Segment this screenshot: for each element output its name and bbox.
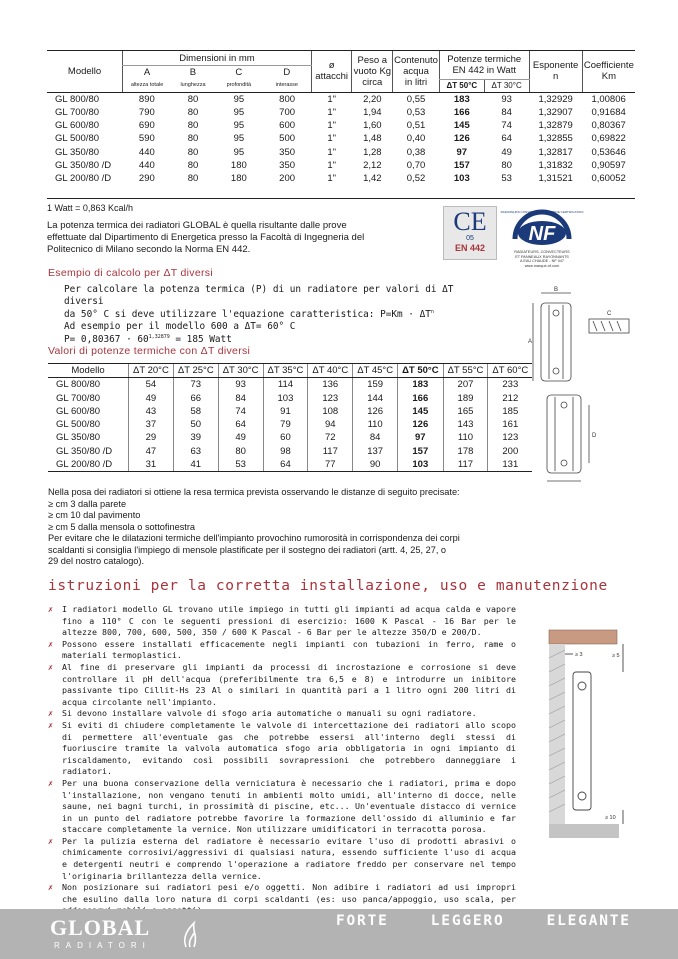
specs-cell: 440 [138, 159, 155, 171]
specs-cell: 600 [279, 120, 296, 132]
specs-cell: 500 [279, 133, 296, 145]
specs-cell: 700 [279, 106, 296, 118]
valori-cell: 53 [218, 458, 263, 472]
valori-cell: 74 [218, 405, 263, 418]
valori-cell: 58 [173, 405, 218, 418]
specs-cell: 1,32855 [538, 133, 573, 145]
col-c-sub: profondità [215, 79, 263, 92]
istruzioni-title: istruzioni per la corretta installazione, uso e manutenzione [48, 578, 608, 594]
specs-cell: 95 [233, 120, 245, 132]
col-dimensioni: Dimensioni in mm [123, 51, 312, 66]
specs-cell: 0,91684 [591, 106, 626, 118]
nf-caption-4: www.marque-nf.com [524, 263, 560, 268]
ce-badge [443, 206, 497, 260]
specs-cell: 80 [187, 159, 199, 171]
specs-cell: 1,31521 [538, 173, 573, 185]
specs-cell: 690 [138, 120, 155, 132]
specs-cell: 890 [138, 93, 155, 105]
istruzioni-item [48, 708, 516, 720]
specs-cell: 0,70 [406, 159, 426, 171]
valori-cell: 66 [173, 392, 218, 405]
specs-cell: 64 [501, 133, 512, 145]
valori-header: ΔT 20°C [129, 364, 174, 378]
posa-line-1: Nella posa dei radiatori si ottiene la resa termica prevista osservando le distanze di seguito precisate: [48, 487, 460, 497]
valori-cell: 79 [263, 418, 308, 431]
valori-cell: GL 200/80 /D [48, 458, 129, 472]
valori-cell: GL 700/80 [56, 392, 101, 404]
col-potenze: Potenze termiche EN 442 in Watt [439, 51, 529, 80]
nf-caption-2: ET PANNEAUX RAYONNANTS [515, 254, 569, 259]
valori-cell: GL 600/80 [56, 405, 101, 417]
specs-cell: 145 [453, 120, 470, 132]
bullet-x-icon: ✗ [48, 719, 53, 730]
valori-header: ΔT 60°C [488, 364, 532, 378]
valori-cell: 185 [488, 405, 532, 418]
valori-cell: 145 [398, 405, 444, 418]
specs-cell: 180 [230, 173, 247, 185]
valori-cell: 126 [398, 418, 444, 431]
specs-cell: 93 [501, 93, 512, 105]
col-esponente: Esponente n [529, 51, 582, 93]
valori-cell: 91 [263, 405, 308, 418]
valori-title: Valori di potenze termiche con ΔT diversi [48, 345, 251, 357]
specs-cell: GL 350/80 [55, 146, 100, 158]
flame-icon [180, 919, 202, 949]
ce-number: 05 [466, 235, 474, 242]
valori-cell: 77 [308, 458, 353, 472]
esempio-line-1: Per calcolare la potenza termica (P) di un radiatore per valori di ΔT diversi [64, 284, 454, 307]
specs-cell: GL 350/80 /D [55, 159, 112, 171]
valori-cell: 114 [263, 378, 308, 392]
valori-cell: 97 [398, 431, 444, 444]
specs-row [47, 146, 635, 159]
specs-cell: 53 [501, 173, 512, 185]
valori-cell: 143 [443, 418, 488, 431]
specs-cell: 1,42 [363, 173, 382, 185]
valori-cell: 137 [353, 445, 398, 458]
valori-cell: 131 [488, 458, 532, 472]
valori-cell: 110 [443, 431, 488, 444]
col-dt50: ΔT 50°C [439, 79, 484, 92]
valori-cell: 43 [129, 405, 174, 418]
specs-cell: 1,94 [363, 106, 382, 118]
valori-cell: 166 [398, 392, 444, 405]
valori-cell: 47 [129, 445, 174, 458]
posa-line-7: 29 del nostro catalogo). [48, 556, 145, 566]
bullet-x-icon: ✗ [48, 777, 53, 788]
valori-cell: 117 [308, 445, 353, 458]
specs-cell: GL 600/80 [55, 120, 100, 132]
valori-header: ΔT 25°C [173, 364, 218, 378]
valori-row [48, 445, 532, 458]
valori-cell: 98 [263, 445, 308, 458]
specs-cell: 1,32929 [538, 93, 573, 105]
specs-cell: 1" [327, 106, 336, 118]
valori-cell: GL 350/80 [56, 432, 101, 444]
col-dt30: ΔT 30°C [484, 79, 529, 92]
istruzioni-item [48, 639, 516, 662]
specs-cell: 2,12 [363, 159, 382, 171]
specs-cell: 790 [138, 106, 155, 118]
istruzioni-text: Si devono installare valvole di sfogo aria automatiche o manuali su ogni radiatore. [62, 708, 477, 719]
specs-cell: 95 [233, 133, 245, 145]
valori-row [48, 431, 532, 444]
dim-b-label: B [554, 287, 559, 293]
wall-gap-label: ≥ 3 [575, 652, 583, 658]
specs-cell: 350 [279, 159, 296, 171]
valori-row [48, 458, 532, 472]
specs-cell: 0,38 [406, 146, 426, 158]
posa-line-6: scaldanti si consiglia l'impiego di mensole plastificate per il sostegno dei radiatori (artt. 4, 25, 27, o [48, 544, 447, 555]
valori-cell: GL 500/80 [56, 419, 101, 431]
specs-cell: 1,32879 [538, 120, 573, 132]
specs-row [47, 106, 635, 119]
specs-cell: 80 [187, 173, 199, 185]
valori-cell: 126 [353, 405, 398, 418]
specs-row [47, 119, 635, 132]
valori-cell: 233 [488, 378, 532, 392]
bullet-x-icon: ✗ [48, 708, 53, 719]
valori-cell: 183 [398, 378, 444, 392]
specs-cell: 166 [453, 106, 470, 118]
specs-cell: 95 [233, 93, 245, 105]
specs-cell: 1" [327, 173, 336, 185]
valori-header: ΔT 55°C [443, 364, 488, 378]
nf-caption-1: RADIATEURS, CONVECTEURS [514, 250, 570, 254]
footer-logo: GLOBAL [50, 915, 151, 940]
specs-cell: 0,52 [406, 173, 426, 185]
specs-cell: 200 [279, 173, 296, 185]
col-a: A [123, 66, 171, 80]
specs-cell: GL 200/80 /D [55, 173, 112, 185]
valori-row [48, 392, 532, 405]
valori-cell: 108 [308, 405, 353, 418]
posa-line-5: Per evitare che le dilatazioni termiche dell'impianto provochino rumorosità in corrispondenza dei corpi [48, 533, 460, 543]
specs-cell: 1,28 [363, 146, 382, 158]
specs-cell: 350 [279, 146, 296, 158]
valori-cell: 165 [443, 405, 488, 418]
nf-logo-icon [500, 203, 584, 245]
specs-cell: 49 [501, 146, 512, 158]
footer-logo-sub: RADIATORI [54, 941, 151, 950]
valori-cell: 136 [308, 378, 353, 392]
valori-row [48, 405, 532, 418]
specs-cell: 0,80367 [591, 120, 626, 132]
esempio-block [64, 284, 464, 346]
istruzioni-text: Si eviti di chiudere completamente le valvole di intercettazione dei radiatori allo scopo di permettere all'eventuale gas che potrebbe essersi all'interno degli stessi di fuoriuscire tramite la valvola automatica sfogo aria obbligatoria in ogni impianto di riscaldamento, evitando così possibili sovrapressioni che potrebbero danneggiare i radiatori. [62, 719, 516, 777]
specs-cell: 183 [453, 93, 470, 105]
specs-cell: 1,32907 [538, 106, 573, 118]
col-modello: Modello [47, 51, 123, 93]
col-attacchi: ø attacchi [311, 51, 352, 93]
istruzioni-item [48, 720, 516, 778]
nf-ring-text: RADIATEURS CONVECTEURS - CERTIFIE CERTIFICATION [500, 210, 584, 214]
esempio-line-4: $P= 0,80367 \cdot 60^{1,32879} = 185$ Watt [64, 334, 232, 346]
specs-cell: 95 [233, 106, 245, 118]
global-paragraph: La potenza termica dei radiatori GLOBAL è quella risultante dalle prove effettuate dal Dipartimento di Energetica presso la Facoltà di Ingegneria del Politecnico di Milano secondo la Norma EN 442. [47, 220, 365, 255]
valori-cell: 94 [308, 418, 353, 431]
col-peso: Peso a vuoto Kg circa [352, 51, 393, 93]
valori-cell: 72 [308, 431, 353, 444]
dim-a-label: A [528, 339, 533, 345]
specs-cell: GL 500/80 [55, 133, 100, 145]
specs-cell: 80 [187, 120, 199, 132]
specs-row [47, 172, 635, 185]
specs-cell: 1" [327, 159, 336, 171]
specs-cell: 1,48 [363, 133, 382, 145]
valori-row [48, 418, 532, 431]
specs-cell: 84 [501, 106, 512, 118]
valori-cell: 200 [488, 445, 532, 458]
floor-gap-label: ≥ 10 [605, 815, 616, 821]
valori-cell: 84 [218, 392, 263, 405]
valori-cell: 90 [353, 458, 398, 472]
valori-cell: 103 [398, 458, 444, 472]
specs-cell: 74 [501, 120, 512, 132]
col-b: B [189, 67, 197, 78]
istruzioni-item [48, 662, 516, 708]
specs-cell: 80 [187, 106, 199, 118]
col-contenuto: Contenuto acqua in litri [393, 51, 440, 93]
ce-standard: EN 442 [454, 243, 486, 253]
valori-row [48, 378, 532, 392]
shelf-gap-label: ≥ 5 [612, 653, 620, 659]
specs-cell: 1" [327, 93, 336, 105]
specs-cell: 0,53 [406, 106, 426, 118]
specs-cell: 0,90597 [591, 159, 626, 171]
col-d-sub: interasse [263, 79, 311, 92]
specs-row [47, 92, 635, 106]
istruzioni-text: Per la pulizia esterna del radiatore è necessario evitare l'uso di prodotti abrasivi o chimicamente corrosivi/aggressivi di qualsiasi natura, essendo sufficiente l'uso di acqua e detergenti neutri e comprendo l'operazione a radiatore freddo per conservare nel tempo l'originaria brillantezza della vernice. [62, 835, 516, 881]
specs-cell: 1" [327, 146, 336, 158]
valori-cell: 103 [263, 392, 308, 405]
nf-badge [500, 203, 584, 268]
footer-tagline: FORTE LEGGERO ELEGANTE [336, 913, 631, 929]
istruzioni-item [48, 836, 516, 882]
valori-cell: 157 [398, 445, 444, 458]
dim-d-label: D [592, 433, 597, 439]
specs-cell: 103 [453, 173, 470, 185]
posa-block [48, 487, 528, 568]
valori-cell: 93 [218, 378, 263, 392]
valori-cell: 80 [218, 445, 263, 458]
col-b-sub: lunghezza [171, 79, 215, 92]
valori-cell: 189 [443, 392, 488, 405]
bullet-x-icon: ✗ [48, 882, 53, 893]
valori-cell: 54 [129, 378, 174, 392]
posa-line-4: ≥ cm 5 dalla mensola o sottofinestra [48, 521, 196, 532]
valori-cell: 110 [353, 418, 398, 431]
valori-cell: 117 [443, 458, 488, 472]
valori-cell: 39 [173, 431, 218, 444]
valori-cell: 60 [263, 431, 308, 444]
specs-cell: 2,20 [363, 93, 382, 105]
ce-mark: CE [453, 207, 487, 236]
col-a-sub: altezza totale [123, 79, 171, 92]
valori-cell: 123 [488, 431, 532, 444]
valori-cell: GL 350/80 /D [56, 445, 113, 457]
specs-cell: 800 [279, 93, 296, 105]
specs-cell: 80 [187, 133, 199, 145]
specs-cell: 80 [187, 146, 199, 158]
valori-cell: 64 [218, 418, 263, 431]
col-coefficiente: Coefficiente Km [582, 51, 635, 93]
posa-line-3: ≥ cm 10 dal pavimento [48, 510, 141, 520]
specs-cell: 590 [138, 133, 155, 145]
specs-cell: 1,32817 [538, 146, 573, 158]
istruzioni-item [48, 604, 516, 639]
specs-cell: 0,55 [406, 93, 426, 105]
specs-table [47, 50, 635, 186]
valori-header: Modello [48, 364, 129, 378]
bullet-x-icon: ✗ [48, 604, 53, 614]
valori-cell: 49 [218, 431, 263, 444]
valori-header: ΔT 30°C [218, 364, 263, 378]
specs-cell: 180 [230, 159, 247, 171]
specs-cell: 1,60 [363, 120, 382, 132]
esempio-line-3: Ad esempio per il modello 600 a ΔT= 60° C [64, 320, 296, 332]
specs-cell: 157 [453, 159, 470, 171]
valori-cell: 49 [129, 392, 174, 405]
footer-bar [0, 909, 678, 959]
specs-cell: 97 [456, 146, 468, 158]
istruzioni-text: Al fine di preservare gli impianti da processi di incrostazione e corrosione si deve controllare il pH dell'acqua (preferibilmente tra 6,5 e 8) e introdurre un inibitore passivante tipo Cillit-Hs 23 Al o similari in quantità pari a 1 litro ogni 200 litri di acqua circolante nell'impianto. [62, 661, 516, 707]
valori-cell: 50 [173, 418, 218, 431]
valori-header: ΔT 45°C [353, 364, 398, 378]
valori-cell: 31 [129, 458, 174, 472]
bullet-x-icon: ✗ [48, 661, 53, 672]
valori-cell: 123 [308, 392, 353, 405]
valori-cell: 73 [173, 378, 218, 392]
specs-cell: 1" [327, 133, 336, 145]
specs-cell: 0,40 [406, 133, 426, 145]
posa-line-2: ≥ cm 3 dalla parete [48, 498, 127, 509]
specs-cell: 0,69822 [591, 133, 626, 145]
specs-row [47, 132, 635, 145]
bullet-x-icon: ✗ [48, 835, 53, 846]
valori-cell: 37 [129, 418, 174, 431]
specs-cell: 80 [187, 93, 199, 105]
valori-header: ΔT 40°C [308, 364, 353, 378]
specs-cell: 1,00806 [591, 93, 626, 105]
valori-cell: 159 [353, 378, 398, 392]
valori-cell: GL 800/80 [56, 379, 101, 391]
istruzioni-text: Possono essere installati efficacemente negli impianti con tubazioni in ferro, rame o materiali termoplastici. [62, 638, 516, 661]
specs-cell: 95 [233, 146, 245, 158]
valori-header: ΔT 35°C [263, 364, 308, 378]
valori-cell: 212 [488, 392, 532, 405]
installation-distances-diagram [547, 628, 632, 840]
specs-cell: 1" [327, 120, 336, 132]
col-c: C [235, 67, 243, 78]
valori-table [48, 363, 532, 472]
valori-cell: 161 [488, 418, 532, 431]
specs-cell: 0,51 [406, 120, 426, 132]
specs-cell: 290 [138, 173, 155, 185]
bullet-x-icon: ✗ [48, 638, 53, 649]
nf-mark: NF [528, 223, 556, 245]
valori-cell: 144 [353, 392, 398, 405]
valori-cell: 178 [443, 445, 488, 458]
istruzioni-item [48, 778, 516, 836]
esempio-title: Esempio di calcolo per ΔT diversi [48, 267, 213, 279]
valori-cell: 64 [263, 458, 308, 472]
radiator-dimensions-diagram [525, 285, 635, 490]
specs-cell: GL 700/80 [55, 106, 100, 118]
valori-cell: 84 [353, 431, 398, 444]
istruzioni-list [48, 604, 516, 917]
valori-cell: 63 [173, 445, 218, 458]
valori-header: ΔT 50°C [398, 364, 444, 378]
specs-cell: 0,60052 [591, 173, 626, 185]
watt-note: 1 Watt = 0,863 Kcal/h [47, 203, 133, 213]
specs-cell: GL 800/80 [55, 93, 100, 105]
istruzioni-text: I radiatori modello GL trovano utile impiego in tutti gli impianti ad acqua calda e vapore fino a 110° C con le seguenti pressioni di esercizio: 1600 K Pascal - 16 Bar per le altezze 800, 700, 600, 500, 350 / 600 K Pascal - 6 Bar per le altezze 350/D e 200/D. [62, 604, 516, 638]
specs-cell: 0,53646 [591, 146, 626, 158]
specs-row [47, 159, 635, 172]
specs-cell: 440 [138, 146, 155, 158]
specs-cell: 1,31832 [538, 159, 573, 171]
specs-cell: 126 [453, 133, 470, 145]
esempio-line-2: da 50° C si deve utilizzare l'equazione caratteristica: $P=Km \cdot \Delta T^n$ [64, 309, 434, 321]
istruzioni-text: Non posizionare sui radiatori pesi e/o oggetti. Non adibire i radiatori ad usi impropri che esulino dalla loro natura di corpi scaldanti (es: uso panca/appoggio, uso scala, per [62, 882, 516, 904]
istruzioni-text: Per una buona conservazione della verniciatura è necessario che i radiatori, prima e dopo l'installazione, non vengano tenuti in ambienti molto umidi, all'interno di docce, nelle saune, nei bagni turchi, in prossimità di piscine, etc... Un'eventuale distacco di vernice in un punto del radiatore potrebbe favorire la formazione dell'ossido di alluminio e far staccare completamente la vernice. Non utilizzare umidificatori in terracotta porosa. [62, 777, 516, 835]
valori-cell: 29 [129, 431, 174, 444]
valori-cell: 41 [173, 458, 218, 472]
valori-cell: 207 [443, 378, 488, 392]
specs-cell: 80 [501, 159, 512, 171]
col-d: D [283, 67, 291, 78]
nf-caption-3: A EAU CHAUDE - NF 047 [519, 259, 565, 264]
dim-c-label: C [607, 311, 612, 317]
